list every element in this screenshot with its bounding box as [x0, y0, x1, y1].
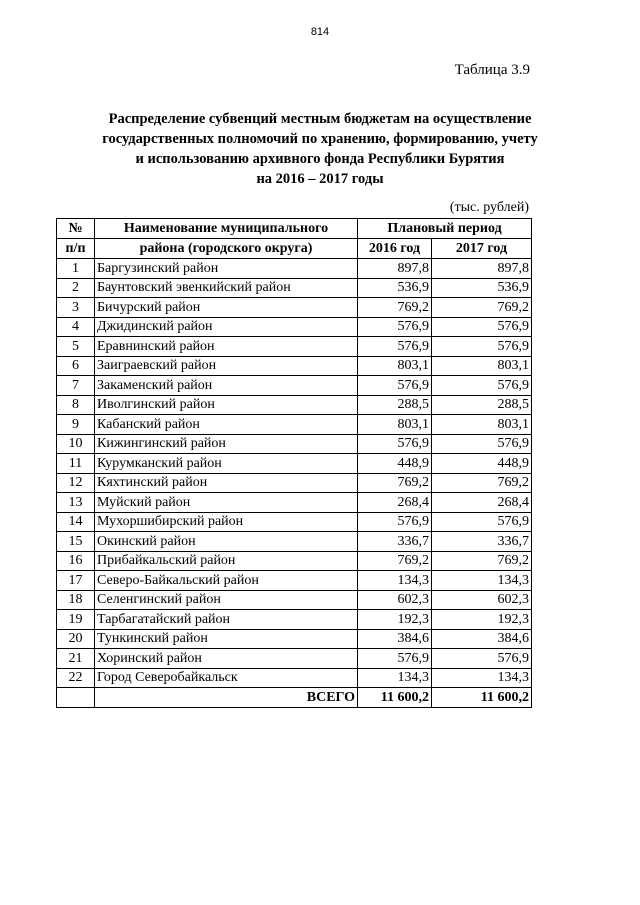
- value-2017: 576,9: [432, 512, 532, 532]
- value-2017: 336,7: [432, 532, 532, 552]
- value-2017: 576,9: [432, 337, 532, 357]
- table-row: [57, 259, 532, 279]
- document-title: [40, 109, 600, 189]
- row-number: 13: [57, 493, 95, 513]
- table-row: [57, 473, 532, 493]
- value-2017: 769,2: [432, 473, 532, 493]
- district-name: Иволгинский район: [95, 395, 358, 415]
- table-row: [57, 454, 532, 474]
- value-2016: 602,3: [358, 590, 432, 610]
- title-line: на 2016 – 2017 годы: [256, 171, 384, 187]
- total-2016: 11 600,2: [358, 688, 432, 708]
- table-header-row: [57, 239, 532, 259]
- value-2016: 803,1: [358, 415, 432, 435]
- header-planned-period: Плановый период: [358, 219, 532, 239]
- district-name: Хоринский район: [95, 649, 358, 669]
- district-name: Город Северобайкальск: [95, 668, 358, 688]
- district-name: Заиграевский район: [95, 356, 358, 376]
- table-row: [57, 298, 532, 318]
- value-2016: 803,1: [358, 356, 432, 376]
- district-name: Окинский район: [95, 532, 358, 552]
- row-number: 18: [57, 590, 95, 610]
- value-2017: 769,2: [432, 298, 532, 318]
- value-2016: 576,9: [358, 317, 432, 337]
- value-2017: 602,3: [432, 590, 532, 610]
- row-number: 22: [57, 668, 95, 688]
- district-name: Тункинский район: [95, 629, 358, 649]
- table-row: [57, 668, 532, 688]
- header-name: Наименование муниципального: [95, 219, 358, 239]
- row-number: 1: [57, 259, 95, 279]
- table-row: [57, 532, 532, 552]
- row-number: 7: [57, 376, 95, 396]
- row-number: 8: [57, 395, 95, 415]
- row-number: 5: [57, 337, 95, 357]
- table-row: [57, 337, 532, 357]
- title-line: и использованию архивного фонда Республики Бурятия: [135, 151, 505, 167]
- table-row: [57, 551, 532, 571]
- value-2016: 192,3: [358, 610, 432, 630]
- district-name: Джидинский район: [95, 317, 358, 337]
- subventions-table: [56, 218, 532, 708]
- header-num-sub: п/п: [57, 239, 95, 259]
- table-row: [57, 395, 532, 415]
- table-header-row: [57, 219, 532, 239]
- row-number: 15: [57, 532, 95, 552]
- value-2016: 576,9: [358, 512, 432, 532]
- value-2016: 384,6: [358, 629, 432, 649]
- table-row: [57, 590, 532, 610]
- table-row: [57, 512, 532, 532]
- value-2016: 576,9: [358, 376, 432, 396]
- value-2016: 576,9: [358, 649, 432, 669]
- value-2017: 536,9: [432, 278, 532, 298]
- value-2017: 288,5: [432, 395, 532, 415]
- table-label: Таблица 3.9: [454, 62, 530, 78]
- value-2017: 134,3: [432, 668, 532, 688]
- value-2017: 134,3: [432, 571, 532, 591]
- table-body: [57, 259, 532, 688]
- district-name: Закаменский район: [95, 376, 358, 396]
- district-name: Еравнинский район: [95, 337, 358, 357]
- district-name: Селенгинский район: [95, 590, 358, 610]
- value-2017: 803,1: [432, 415, 532, 435]
- district-name: Кабанский район: [95, 415, 358, 435]
- district-name: Северо-Байкальский район: [95, 571, 358, 591]
- row-number: 10: [57, 434, 95, 454]
- value-2017: 803,1: [432, 356, 532, 376]
- value-2016: 134,3: [358, 668, 432, 688]
- row-number: 12: [57, 473, 95, 493]
- district-name: Мухоршибирский район: [95, 512, 358, 532]
- table-row: [57, 434, 532, 454]
- value-2016: 134,3: [358, 571, 432, 591]
- header-year-2016: 2016 год: [358, 239, 432, 259]
- value-2017: 576,9: [432, 434, 532, 454]
- row-number: 4: [57, 317, 95, 337]
- table-row: [57, 610, 532, 630]
- units-note: (тыс. рублей): [449, 200, 529, 215]
- header-num: №: [57, 219, 95, 239]
- page-number: 814: [310, 26, 330, 38]
- district-name: Баунтовский эвенкийский район: [95, 278, 358, 298]
- value-2017: 192,3: [432, 610, 532, 630]
- row-number: 17: [57, 571, 95, 591]
- value-2017: 897,8: [432, 259, 532, 279]
- district-name: Баргузинский район: [95, 259, 358, 279]
- table-row: [57, 649, 532, 669]
- district-name: Кяхтинский район: [95, 473, 358, 493]
- row-number: 14: [57, 512, 95, 532]
- value-2016: 897,8: [358, 259, 432, 279]
- table-row: [57, 571, 532, 591]
- header-year-2017: 2017 год: [432, 239, 532, 259]
- total-row: [57, 688, 532, 708]
- table-row: [57, 376, 532, 396]
- value-2016: 769,2: [358, 298, 432, 318]
- district-name: Тарбагатайский район: [95, 610, 358, 630]
- district-name: Курумканский район: [95, 454, 358, 474]
- table-row: [57, 356, 532, 376]
- value-2016: 336,7: [358, 532, 432, 552]
- value-2017: 576,9: [432, 317, 532, 337]
- value-2017: 268,4: [432, 493, 532, 513]
- row-number: 11: [57, 454, 95, 474]
- total-label: ВСЕГО: [95, 688, 358, 708]
- value-2016: 769,2: [358, 551, 432, 571]
- value-2017: 576,9: [432, 376, 532, 396]
- value-2016: 576,9: [358, 434, 432, 454]
- table-row: [57, 317, 532, 337]
- row-number: 6: [57, 356, 95, 376]
- title-line: государственных полномочий по хранению, формированию, учету: [102, 131, 538, 147]
- row-number: 16: [57, 551, 95, 571]
- total-num-cell: [57, 688, 95, 708]
- row-number: 2: [57, 278, 95, 298]
- value-2016: 536,9: [358, 278, 432, 298]
- row-number: 9: [57, 415, 95, 435]
- district-name: Кижингинский район: [95, 434, 358, 454]
- value-2016: 576,9: [358, 337, 432, 357]
- value-2016: 288,5: [358, 395, 432, 415]
- header-name-sub: района (городского округа): [95, 239, 358, 259]
- value-2017: 576,9: [432, 649, 532, 669]
- value-2016: 448,9: [358, 454, 432, 474]
- value-2017: 384,6: [432, 629, 532, 649]
- table-row: [57, 415, 532, 435]
- title-line: Распределение субвенций местным бюджетам на осуществление: [108, 111, 532, 127]
- row-number: 20: [57, 629, 95, 649]
- district-name: Прибайкальский район: [95, 551, 358, 571]
- district-name: Муйский район: [95, 493, 358, 513]
- row-number: 19: [57, 610, 95, 630]
- row-number: 21: [57, 649, 95, 669]
- district-name: Бичурский район: [95, 298, 358, 318]
- value-2016: 268,4: [358, 493, 432, 513]
- table-row: [57, 629, 532, 649]
- table-row: [57, 278, 532, 298]
- value-2017: 448,9: [432, 454, 532, 474]
- value-2017: 769,2: [432, 551, 532, 571]
- value-2016: 769,2: [358, 473, 432, 493]
- table-row: [57, 493, 532, 513]
- total-2017: 11 600,2: [432, 688, 532, 708]
- row-number: 3: [57, 298, 95, 318]
